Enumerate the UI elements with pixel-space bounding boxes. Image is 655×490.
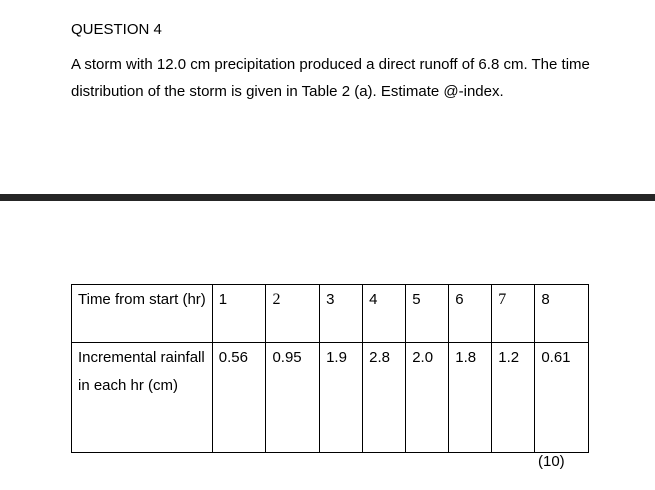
table-cell-hour: 6 [449,285,492,343]
table-cell-hour: 4 [363,285,406,343]
question-heading: QUESTION 4 [71,21,162,38]
table-cell-rainfall: 1.2 [492,343,535,453]
row-label-time: Time from start (hr) [72,285,213,343]
table-cell-hour: 2 [266,285,320,343]
table-row-rainfall [72,343,589,453]
table-cell-hour: 5 [406,285,449,343]
table-cell-rainfall: 2.8 [363,343,406,453]
table-cell-rainfall: 1.8 [449,343,492,453]
section-divider [0,194,655,201]
table-cell-hour: 3 [320,285,363,343]
table-cell-rainfall: 0.61 [535,343,589,453]
table-cell-hour: 1 [212,285,266,343]
table-cell-rainfall: 2.0 [406,343,449,453]
question-text: A storm with 12.0 cm precipitation produced a direct runoff of 6.8 cm. The time distribution of the storm is given in Table 2 (a). Estimate @-index. [71,56,590,100]
rainfall-table [71,284,589,453]
marks-label: (10) [538,453,565,470]
table-cell-rainfall: 0.56 [212,343,266,453]
table-cell-hour: 8 [535,285,589,343]
table-cell-rainfall: 0.95 [266,343,320,453]
table-row-time [72,285,589,343]
table-cell-hour: 7 [492,285,535,343]
row-label-rainfall: Incremental rainfall in each hr (cm) [72,343,213,453]
table-cell-rainfall: 1.9 [320,343,363,453]
